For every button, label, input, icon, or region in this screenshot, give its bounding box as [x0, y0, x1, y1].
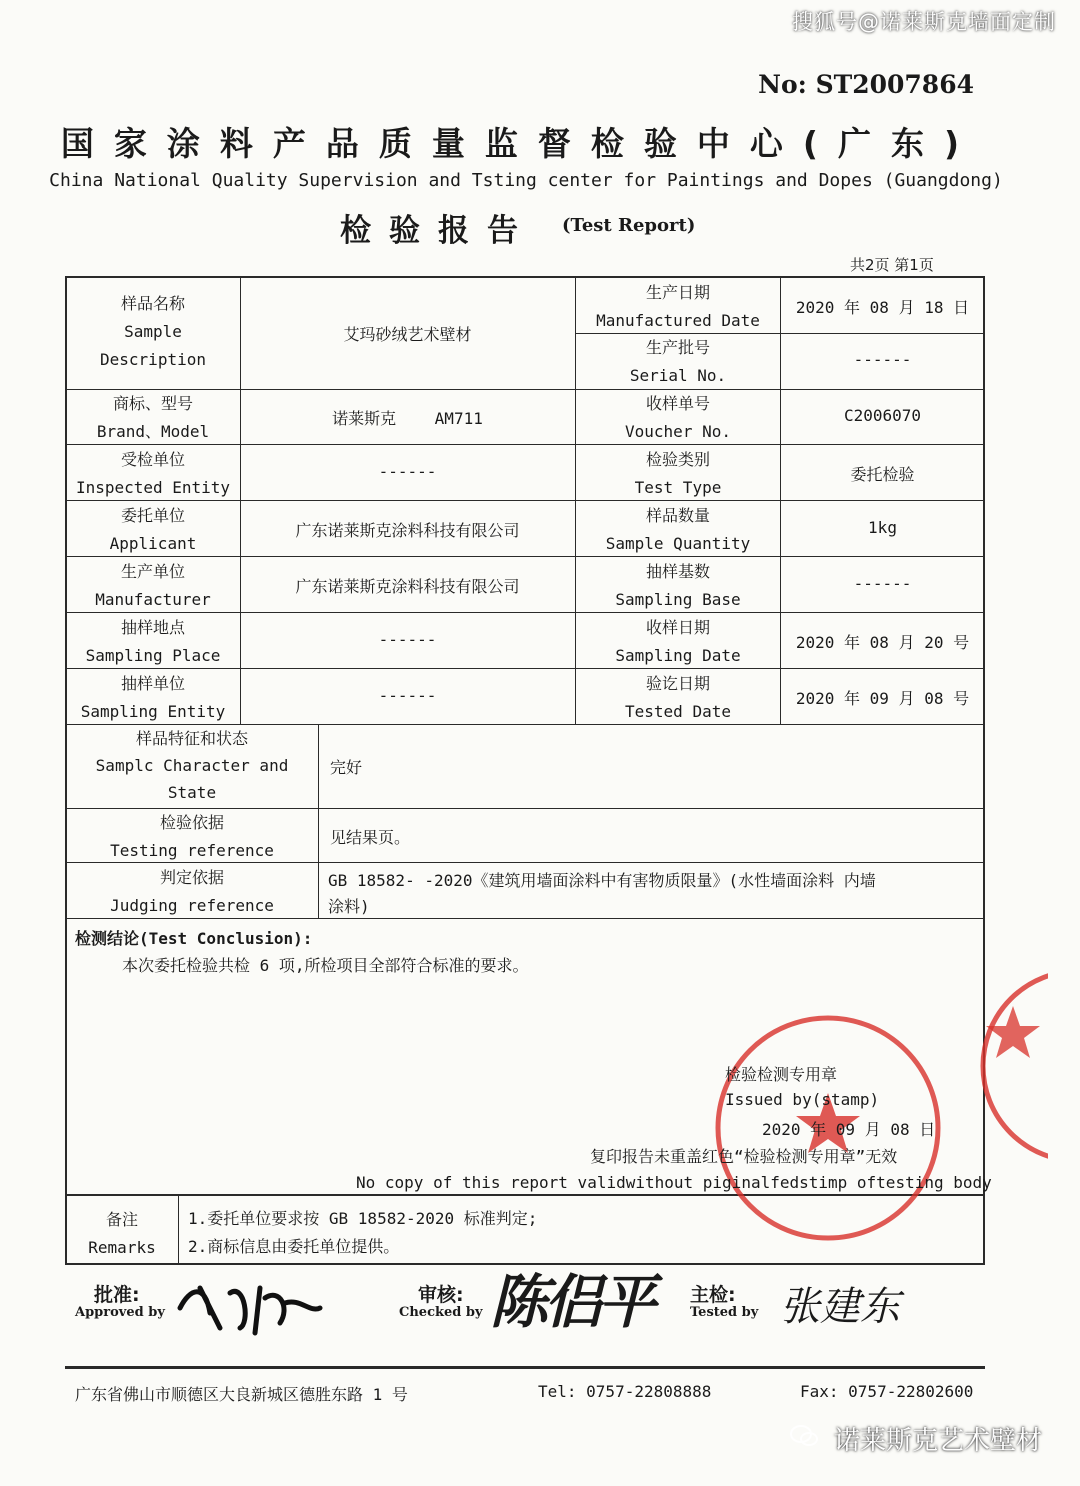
label-voucher-no: 收样单号 Voucher No.	[625, 394, 731, 441]
label-judging-reference: 判定依据 Judging reference	[110, 868, 274, 915]
org-name-en: China National Quality Supervision and Tsting center for Paintings and Dopes (Guangdong)	[49, 170, 1003, 191]
label-sample-quantity: 样品数量 Sample Quantity	[605, 506, 751, 553]
value-testing-reference: 见结果页。	[330, 828, 411, 847]
value-judging-reference: GB 18582- -2020《建筑用墙面涂料中有害物质限量》(水性墙面涂料 内墙 涂料)	[328, 871, 876, 916]
watermark-top: 搜狐号@诺莱斯克墙面定制	[792, 10, 1056, 34]
value-inspected-entity: ------	[378, 462, 437, 481]
value-brand-model: 诺莱斯克 AM711	[332, 409, 483, 428]
label-inspected-entity: 受检单位 Inspected Entity	[75, 450, 231, 497]
label-sample-description: 样品名称 Sample Description	[100, 294, 206, 369]
watermark-bottom: 诺莱斯克艺术壁材	[833, 1426, 1042, 1456]
value-sampling-base: ------	[853, 574, 912, 593]
value-applicant: 广东诺莱斯克涂料科技有限公司	[295, 521, 520, 540]
report-title: 检验报告	[340, 213, 536, 249]
tested-label-en: Tested by	[690, 1305, 759, 1320]
label-serial-no: 生产批号 Serial No.	[629, 338, 727, 385]
value-sample-character: 完好	[330, 758, 363, 777]
label-manufacturer: 生产单位 Manufacturer	[95, 562, 211, 609]
label-tested-date: 验讫日期 Tested Date	[625, 674, 731, 721]
label-manufactured-date: 生产日期 Manufactured Date	[596, 283, 760, 330]
label-sample-character: 样品特征和状态 Samplc Character and State	[95, 729, 289, 802]
partial-stamp	[968, 966, 1048, 1166]
checked-label: 审核:	[418, 1284, 464, 1306]
label-test-type: 检验类别 Test Type	[634, 450, 722, 497]
label-testing-reference: 检验依据 Testing reference	[110, 813, 274, 860]
label-sampling-entity: 抽样单位 Sampling Entity	[80, 674, 226, 721]
report-title-en: (Test Report)	[562, 215, 696, 236]
wechat-icon	[790, 1424, 818, 1448]
report-number: No: ST2007864	[758, 70, 974, 99]
label-brand-model: 商标、型号 Brand、Model	[96, 394, 210, 441]
copy-notice-cn: 复印报告未重盖红色“检验检测专用章”无效	[590, 1147, 898, 1166]
label-sampling-place: 抽样地点 Sampling Place	[85, 618, 221, 665]
value-manufactured-date: 2020 年 08 月 18 日	[795, 298, 970, 317]
org-name-cn: 国家涂料产品质量监督检验中心(广东)	[60, 124, 980, 163]
approved-label-en: Approved by	[75, 1305, 165, 1320]
footer-tel: Tel: 0757-22808888	[538, 1382, 712, 1401]
issue-stamp-label: 检验检测专用章	[725, 1065, 838, 1084]
value-tested-date: 2020 年 09 月 08 号	[795, 689, 970, 708]
issue-stamp-label-en: Issued by(stamp)	[725, 1090, 880, 1109]
value-sample-description: 艾玛砂绒艺术壁材	[343, 325, 472, 344]
value-test-type: 委托检验	[850, 465, 915, 484]
label-sampling-date: 收样日期 Sampling Date	[615, 618, 741, 665]
value-sampling-place: ------	[378, 630, 437, 649]
value-manufacturer: 广东诺莱斯克涂料科技有限公司	[295, 577, 520, 596]
value-serial-no: ------	[853, 350, 912, 369]
value-sampling-entity: ------	[378, 686, 437, 705]
value-sample-quantity: 1kg	[868, 518, 897, 537]
value-voucher-no: C2006070	[843, 406, 922, 425]
copy-notice-en: No copy of this report validwithout piginalfedstimp oftesting body	[356, 1173, 992, 1192]
label-applicant: 委托单位 Applicant	[109, 506, 197, 553]
remarks-item-1: 1.委托单位要求按 GB 18582-2020 标准判定;	[188, 1209, 538, 1228]
tested-signature: 张建东	[780, 1284, 900, 1330]
issue-date: 2020 年 09 月 08 日	[762, 1120, 936, 1139]
conclusion-label: 检测结论(Test Conclusion):	[75, 929, 313, 948]
footer-fax: Fax: 0757-22802600	[800, 1382, 974, 1401]
checked-label-en: Checked by	[399, 1305, 483, 1320]
page-info: 共2页 第1页	[850, 256, 934, 274]
remarks-item-2: 2.商标信息由委托单位提供。	[188, 1237, 400, 1256]
value-sampling-date: 2020 年 08 月 20 号	[795, 633, 970, 652]
approved-label: 批准:	[94, 1284, 140, 1306]
checked-signature: 陈侣平	[490, 1268, 653, 1336]
approved-signature	[170, 1268, 330, 1338]
tested-label: 主检:	[690, 1284, 736, 1306]
conclusion-text: 本次委托检验共检 6 项,所检项目全部符合标准的要求。	[122, 956, 529, 975]
footer-address: 广东省佛山市顺德区大良新城区德胜东路 1 号	[75, 1385, 408, 1404]
remarks-label: 备注 Remarks	[88, 1210, 156, 1257]
label-sampling-base: 抽样基数 Sampling Base	[615, 562, 741, 609]
